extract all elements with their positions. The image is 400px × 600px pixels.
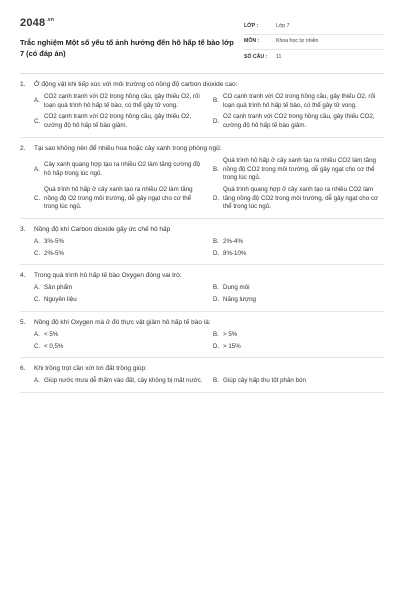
answer-option[interactable] xyxy=(34,377,205,386)
option-text: Quá trình hô hấp ở cây xanh tạo ra nhiều O2 làm tăng nồng độ O2 trong môi trường, dễ gây ngạt cho cơ thể trong lúc ngủ. xyxy=(44,185,193,211)
option-letter: D. xyxy=(213,117,220,125)
question-number: 3. xyxy=(20,225,26,233)
answer-options xyxy=(20,238,384,258)
option-letter: A. xyxy=(34,165,40,173)
question-text: Ở động vật khi tiếp xúc với môi trường có nồng độ carbon dioxide cao: xyxy=(34,81,238,88)
question-number: 4. xyxy=(20,272,26,280)
option-text: > 5% xyxy=(223,330,238,338)
option-text: 8%-10% xyxy=(223,249,247,257)
option-letter: B. xyxy=(213,97,219,105)
question-item xyxy=(20,312,384,358)
option-text: > 15% xyxy=(223,342,241,350)
option-letter: A. xyxy=(34,330,40,338)
question-text: Nồng độ khí Oxygen mà ở đó thực vật giảm hô hấp tế bào là: xyxy=(34,318,211,326)
answer-option[interactable] xyxy=(34,331,205,340)
option-letter: C. xyxy=(34,342,41,350)
question-number: 5. xyxy=(20,318,26,326)
question-item xyxy=(20,138,384,219)
option-text: CO cạnh tranh với O2 trong hồng cầu, gây thiếu O2, rối loạn quá trình hô hấp tế bào, có thể gây tử vong. xyxy=(223,93,376,109)
answer-option[interactable] xyxy=(213,377,384,386)
meta-row-subject xyxy=(244,35,384,50)
answer-option[interactable] xyxy=(34,250,205,259)
option-text: < 0,5% xyxy=(44,342,64,350)
option-letter: D. xyxy=(213,249,220,257)
option-letter: A. xyxy=(34,377,40,385)
page-title: Trắc nghiệm Một số yếu tố ảnh hưởng đến hô hấp tế bào lớp 7 (có đáp án) xyxy=(20,38,234,58)
question-item xyxy=(20,74,384,138)
option-letter: C. xyxy=(34,194,41,202)
answer-options xyxy=(20,284,384,304)
option-text: Quá trình hô hấp ở cây xanh tạo ra nhiều CO2 làm tăng nồng độ CO2 trong môi trường, dễ gây ngạt cho cơ thể trong lúc ngủ. xyxy=(223,156,376,182)
option-letter: D. xyxy=(213,194,220,202)
question-number: 1. xyxy=(20,81,26,88)
answer-option[interactable] xyxy=(213,238,384,247)
option-letter: C. xyxy=(34,249,41,257)
option-letter: D. xyxy=(213,296,220,304)
option-text: Dung môi xyxy=(223,284,250,292)
answer-option[interactable] xyxy=(213,250,384,259)
option-letter: A. xyxy=(34,284,40,292)
option-letter: B. xyxy=(213,377,219,385)
meta-row-count xyxy=(244,50,384,65)
question-header xyxy=(20,225,384,234)
question-number: 6. xyxy=(20,365,26,373)
option-text: Cây xanh quang hợp tạo ra nhiều O2 làm tăng cường độ hô hấp trong lúc ngủ. xyxy=(44,161,201,177)
option-text: CO2 cạnh tranh với O2 trong hồng cầu, gây thiếu O2, cường độ hô hấp tế bào giảm. xyxy=(44,113,192,130)
option-letter: A. xyxy=(34,238,40,245)
answer-option[interactable] xyxy=(34,157,205,183)
answer-option[interactable] xyxy=(213,284,384,293)
answer-option[interactable] xyxy=(34,93,205,110)
question-text: Khi trồng trọt cần xới tơi đất trồng giúp: xyxy=(34,365,147,373)
answer-option[interactable] xyxy=(213,186,384,212)
question-list xyxy=(20,74,384,393)
meta-row-grade xyxy=(244,20,384,35)
option-text: CO2 cạnh tranh với O2 trong hồng cầu, gây thiếu O2, rối loạn quá trình hô hấp tế bào, có thể gây tử vong. xyxy=(44,93,200,109)
logo-text: 2048 xyxy=(20,17,46,29)
question-text: Nồng độ khí Carbon dioxide gây ức chế hô hấp xyxy=(34,225,171,233)
option-text: 3%-5% xyxy=(44,238,64,245)
page-header xyxy=(20,8,384,74)
logo-suffix: .vn xyxy=(46,17,55,24)
option-text: O2 cạnh tranh với CO2 trong hồng cầu, gây thiếu CO2, cường độ hô hấp tế bào giảm. xyxy=(223,113,375,130)
question-item xyxy=(20,265,384,311)
answer-option[interactable] xyxy=(213,93,384,110)
option-text: Sản phẩm xyxy=(44,284,73,292)
option-letter: D. xyxy=(213,342,220,350)
question-header xyxy=(20,364,384,373)
question-number: 2. xyxy=(20,144,26,152)
answer-option[interactable] xyxy=(213,331,384,340)
option-letter: A. xyxy=(34,97,40,105)
meta-value: Lớp 7 xyxy=(276,23,290,30)
option-letter: C. xyxy=(34,296,41,304)
option-letter: B. xyxy=(213,238,219,245)
answer-option[interactable] xyxy=(213,343,384,352)
answer-option[interactable] xyxy=(34,113,205,130)
answer-options xyxy=(20,331,384,351)
option-letter: B. xyxy=(213,284,219,292)
site-logo[interactable] xyxy=(20,16,54,31)
option-letter: C. xyxy=(34,117,41,125)
question-header xyxy=(20,80,384,89)
meta-value: 11 xyxy=(276,53,282,60)
meta-label: SỐ CÂU : xyxy=(244,53,268,60)
meta-label: LỚP : xyxy=(244,23,259,30)
answer-option[interactable] xyxy=(34,186,205,212)
answer-options xyxy=(20,157,384,212)
option-text: 2%-4% xyxy=(223,238,243,245)
option-text: Giúp nước mưa dễ thấm vào đất, cây không bị mất nước. xyxy=(44,377,203,385)
question-text: Tại sao không nên để nhiều hoa hoặc cây xanh trong phòng ngủ: xyxy=(34,144,222,152)
answer-option[interactable] xyxy=(213,157,384,183)
question-header xyxy=(20,318,384,327)
answer-option[interactable] xyxy=(34,343,205,352)
meta-info xyxy=(244,20,384,65)
option-text: 2%-5% xyxy=(44,249,64,257)
option-letter: B. xyxy=(213,165,219,173)
meta-value: Khoa học tự nhiên xyxy=(276,38,319,45)
option-letter: B. xyxy=(213,330,219,338)
answer-option[interactable] xyxy=(213,113,384,130)
question-text: Trong quá trình hô hấp tế bào Oxygen đóng vai trò: xyxy=(34,272,182,280)
answer-option[interactable] xyxy=(34,284,205,293)
option-text: Nguyên liệu xyxy=(44,296,77,304)
question-header xyxy=(20,144,384,153)
option-text: Giúp cây hấp thu tốt phân bón xyxy=(223,377,306,385)
question-item xyxy=(20,358,384,393)
question-item xyxy=(20,219,384,265)
option-text: < 5% xyxy=(44,330,59,338)
answer-options xyxy=(20,377,384,386)
answer-option[interactable] xyxy=(34,238,205,247)
answer-option[interactable] xyxy=(34,296,205,305)
question-header xyxy=(20,271,384,280)
option-text: Quá trình quang hợp ở cây xanh tạo ra nhiều CO2 làm tăng nồng độ CO2 trong môi trường, dễ gây ngạt cho cơ thể trong lúc ngủ. xyxy=(223,185,379,211)
option-text: Năng lượng xyxy=(223,296,256,304)
answer-options xyxy=(20,93,384,131)
meta-label: MÔN : xyxy=(244,38,260,45)
answer-option[interactable] xyxy=(213,296,384,305)
